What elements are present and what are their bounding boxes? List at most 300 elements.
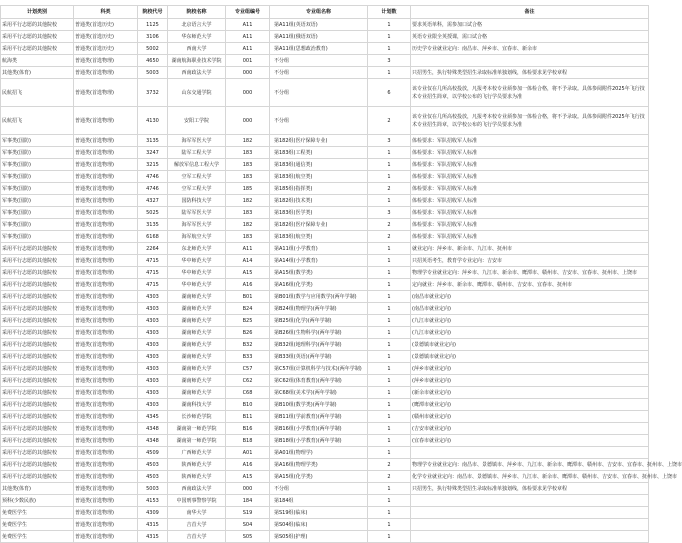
table-cell[interactable]: 陕西师范大学 <box>168 471 226 483</box>
table-cell[interactable]: 西南大学 <box>168 43 226 55</box>
table-cell[interactable]: B33 <box>226 351 270 363</box>
table-cell[interactable]: 海军军医大学 <box>168 135 226 147</box>
table-cell[interactable]: 海军航空大学 <box>168 231 226 243</box>
table-cell[interactable]: 183 <box>226 207 270 219</box>
table-cell[interactable]: 普通类(首选物理) <box>74 243 138 255</box>
table-cell[interactable]: 不分组 <box>270 483 368 495</box>
table-cell[interactable]: 第183组(医学类) <box>270 207 368 219</box>
table-cell[interactable]: 第A11组(小学教育) <box>270 243 368 255</box>
table-cell[interactable]: 采用平行志愿的其他院校 <box>1 279 74 291</box>
table-cell[interactable]: (鹰潭市就业定向) <box>411 399 649 411</box>
table-cell[interactable]: 采用平行志愿的其他院校 <box>1 375 74 387</box>
table-cell[interactable]: 普通类(首选历史) <box>74 31 138 43</box>
table-cell[interactable]: 军事类(国防) <box>1 171 74 183</box>
table-cell[interactable]: 183 <box>226 159 270 171</box>
table-cell[interactable]: 2 <box>368 219 411 231</box>
table-cell[interactable]: A11 <box>226 19 270 31</box>
table-cell[interactable]: 安阳工学院 <box>168 107 226 135</box>
table-cell[interactable]: 第B01组(数学与应用数学)(两年学制) <box>270 291 368 303</box>
table-cell[interactable]: 物理学专业就业定向：南昌市、景德镇市、萍乡市、九江市、新余市、鹰潭市、赣州市、吉安市、宜春市、抚州市、上饶市 <box>411 459 649 471</box>
table-cell[interactable]: 体检要求：军队招收军人标准 <box>411 171 649 183</box>
table-cell[interactable]: 湖南科技大学 <box>168 399 226 411</box>
table-cell[interactable]: 4303 <box>138 327 168 339</box>
table-cell[interactable]: 体检要求：军队招收军人标准 <box>411 147 649 159</box>
table-cell[interactable]: 4303 <box>138 303 168 315</box>
table-cell[interactable]: 182 <box>226 135 270 147</box>
table-cell[interactable]: 采用平行志愿的其他院校 <box>1 351 74 363</box>
table-cell[interactable]: 采用平行志愿的其他院校 <box>1 255 74 267</box>
table-cell[interactable]: 第B33组(英语)(两年学制) <box>270 351 368 363</box>
table-cell[interactable]: 3247 <box>138 147 168 159</box>
table-cell[interactable]: A15 <box>226 267 270 279</box>
table-cell[interactable]: 湖南第一师范学院 <box>168 435 226 447</box>
table-cell[interactable]: 不分组 <box>270 79 368 107</box>
table-cell[interactable]: 采用平行志愿的其他院校 <box>1 339 74 351</box>
table-cell[interactable]: 第184组 <box>270 495 368 507</box>
table-cell[interactable]: 1 <box>368 495 411 507</box>
table-cell[interactable]: 第C68组(美术学)(两年学制) <box>270 387 368 399</box>
table-cell[interactable]: 第S04组(临床) <box>270 519 368 531</box>
table-cell[interactable]: 4327 <box>138 195 168 207</box>
table-cell[interactable]: 陆军工程大学 <box>168 147 226 159</box>
table-cell[interactable]: 第A15组(化学类) <box>270 471 368 483</box>
table-cell[interactable]: B18 <box>226 435 270 447</box>
table-cell[interactable]: 采用平行志愿的其他院校 <box>1 243 74 255</box>
table-cell[interactable]: 000 <box>226 107 270 135</box>
table-cell[interactable]: 1125 <box>138 19 168 31</box>
table-cell[interactable]: 普通类(首选物理) <box>74 315 138 327</box>
table-cell[interactable]: 第A01组(物理学) <box>270 447 368 459</box>
table-cell[interactable]: 1 <box>368 351 411 363</box>
table-cell[interactable]: 普通类(首选物理) <box>74 411 138 423</box>
table-cell[interactable]: 第S19组(临床) <box>270 507 368 519</box>
table-cell[interactable]: 4303 <box>138 339 168 351</box>
table-cell[interactable]: 华中师范大学 <box>168 255 226 267</box>
table-cell[interactable]: 4303 <box>138 375 168 387</box>
table-cell[interactable]: 只招英语考生，教育学专业定向：吉安市 <box>411 255 649 267</box>
table-cell[interactable]: 体检要求：军队招收军人标准 <box>411 183 649 195</box>
table-cell[interactable]: 第A16组(物理学类) <box>270 459 368 471</box>
table-cell[interactable]: (吉安市就业定向) <box>411 423 649 435</box>
table-cell[interactable]: 军事类(国防) <box>1 159 74 171</box>
table-cell[interactable]: 中国刑事警察学院 <box>168 495 226 507</box>
table-cell[interactable]: 000 <box>226 67 270 79</box>
table-cell[interactable]: 第A11组(俄语双语) <box>270 31 368 43</box>
table-cell[interactable]: 采用平行志愿的其他院校 <box>1 459 74 471</box>
table-cell[interactable] <box>411 519 649 531</box>
table-cell[interactable]: 第182组(技术类) <box>270 195 368 207</box>
table-cell[interactable]: 湖南师范大学 <box>168 351 226 363</box>
table-cell[interactable]: C68 <box>226 387 270 399</box>
table-cell[interactable]: 体检要求：军队招收军人标准 <box>411 195 649 207</box>
table-cell[interactable]: 采用平行志愿的其他院校 <box>1 31 74 43</box>
table-cell[interactable]: 军事类(国防) <box>1 231 74 243</box>
table-cell[interactable]: 183 <box>226 147 270 159</box>
table-cell[interactable]: 普通类(首选物理) <box>74 147 138 159</box>
table-cell[interactable]: A11 <box>226 243 270 255</box>
table-cell[interactable]: 体检要求：军队招收军人标准 <box>411 159 649 171</box>
table-cell[interactable]: 2 <box>368 231 411 243</box>
table-cell[interactable]: 该专业仅在几所高校投放，凡报考本校专业须参加一体检合格，将不予录取。具体参阅附件2025年飞行技术专业招生简章，以学校公布的飞行学员要求为准 <box>411 107 649 135</box>
table-cell[interactable]: 普通类(首选历史) <box>74 19 138 31</box>
table-cell[interactable]: 采用平行志愿的其他院校 <box>1 19 74 31</box>
table-cell[interactable]: B26 <box>226 327 270 339</box>
table-cell[interactable]: A11 <box>226 31 270 43</box>
table-cell[interactable]: 普通类(首选物理) <box>74 291 138 303</box>
table-cell[interactable]: 军事类(国防) <box>1 195 74 207</box>
table-cell[interactable]: 陕西师范大学 <box>168 459 226 471</box>
table-cell[interactable]: 4503 <box>138 459 168 471</box>
table-cell[interactable]: 182 <box>226 195 270 207</box>
table-cell[interactable]: 湖南师范大学 <box>168 387 226 399</box>
table-cell[interactable]: 普通类(首选物理) <box>74 351 138 363</box>
table-cell[interactable]: 1 <box>368 147 411 159</box>
table-cell[interactable]: 国防科技大学 <box>168 195 226 207</box>
table-cell[interactable]: (景德镇市就业定向) <box>411 351 649 363</box>
table-cell[interactable]: 军事类(国防) <box>1 147 74 159</box>
table-cell[interactable]: 2 <box>368 459 411 471</box>
table-cell[interactable]: 普通类(首选物理) <box>74 107 138 135</box>
table-cell[interactable]: 物理学专业就业定向：萍乡市、九江市、新余市、鹰潭市、赣州市、吉安市、宜春市、抚州市、上饶市 <box>411 267 649 279</box>
table-cell[interactable]: 湖南师范大学 <box>168 315 226 327</box>
table-cell[interactable]: 普通类(首选物理) <box>74 207 138 219</box>
table-cell[interactable]: 普通类(首选物理) <box>74 219 138 231</box>
table-cell[interactable]: 第B24组(物理学)(两年学制) <box>270 303 368 315</box>
table-cell[interactable]: 4303 <box>138 315 168 327</box>
table-cell[interactable]: 183 <box>226 231 270 243</box>
table-cell[interactable]: 采用平行志愿的其他院校 <box>1 303 74 315</box>
table-cell[interactable]: 4503 <box>138 471 168 483</box>
table-cell[interactable]: 南华大学 <box>168 507 226 519</box>
table-cell[interactable]: 湖南师范大学 <box>168 363 226 375</box>
table-cell[interactable]: 1 <box>368 507 411 519</box>
table-cell[interactable] <box>411 495 649 507</box>
table-cell[interactable]: 1 <box>368 291 411 303</box>
table-cell[interactable]: 定向就业：萍乡市、新余市、鹰潭市、赣州市、吉安市、宜春市、抚州市 <box>411 279 649 291</box>
table-cell[interactable]: 4303 <box>138 387 168 399</box>
table-cell[interactable]: 普通类(首选物理) <box>74 531 138 543</box>
table-cell[interactable]: 000 <box>226 79 270 107</box>
table-cell[interactable]: 3732 <box>138 79 168 107</box>
table-cell[interactable]: 采用平行志愿的其他院校 <box>1 363 74 375</box>
table-cell[interactable]: A15 <box>226 471 270 483</box>
table-cell[interactable]: 只招男生，执行特殊类型招生录取标准单独划线，体检要求见学校章程 <box>411 483 649 495</box>
table-cell[interactable]: (新余市就业定向) <box>411 387 649 399</box>
table-cell[interactable]: B16 <box>226 423 270 435</box>
table-cell[interactable]: 第185组(指挥类) <box>270 183 368 195</box>
table-cell[interactable]: 普通类(首选物理) <box>74 483 138 495</box>
table-cell[interactable]: 1 <box>368 31 411 43</box>
table-cell[interactable]: 4130 <box>138 107 168 135</box>
table-cell[interactable]: 华东师范大学 <box>168 31 226 43</box>
table-cell[interactable]: 普通类(首选物理) <box>74 519 138 531</box>
table-cell[interactable]: 采用平行志愿的其他院校 <box>1 267 74 279</box>
table-cell[interactable]: 3 <box>368 55 411 67</box>
table-cell[interactable]: 湖南航海职业技术学院 <box>168 55 226 67</box>
table-cell[interactable]: A14 <box>226 255 270 267</box>
table-cell[interactable]: 长沙师范学院 <box>168 411 226 423</box>
table-cell[interactable]: 5003 <box>138 67 168 79</box>
table-cell[interactable]: 普通类(首选物理) <box>74 495 138 507</box>
table-cell[interactable]: 军事类(国防) <box>1 207 74 219</box>
table-cell[interactable]: 3215 <box>138 159 168 171</box>
table-cell[interactable]: 体检要求：军队招收军人标准 <box>411 219 649 231</box>
table-cell[interactable]: 1 <box>368 267 411 279</box>
table-cell[interactable]: 空军工程大学 <box>168 171 226 183</box>
table-cell[interactable]: 采用平行志愿的其他院校 <box>1 291 74 303</box>
table-cell[interactable]: 1 <box>368 303 411 315</box>
table-cell[interactable]: 普通类(首选物理) <box>74 303 138 315</box>
table-cell[interactable]: 吉首大学 <box>168 519 226 531</box>
table-cell[interactable]: B01 <box>226 291 270 303</box>
table-cell[interactable]: 普通类(首选物理) <box>74 375 138 387</box>
table-cell[interactable]: (九江市就业定向) <box>411 315 649 327</box>
table-cell[interactable]: 普通类(首选物理) <box>74 159 138 171</box>
table-cell[interactable]: 普通类(首选物理) <box>74 79 138 107</box>
table-cell[interactable]: (景德镇市就业定向) <box>411 339 649 351</box>
table-cell[interactable]: 普通类(首选历史) <box>74 43 138 55</box>
table-cell[interactable]: 不分组 <box>270 67 368 79</box>
table-cell[interactable]: 4303 <box>138 291 168 303</box>
table-cell[interactable]: 1 <box>368 423 411 435</box>
table-cell[interactable]: 1 <box>368 43 411 55</box>
table-cell[interactable]: 4715 <box>138 255 168 267</box>
table-cell[interactable]: 解放军信息工程大学 <box>168 159 226 171</box>
table-cell[interactable]: 湖南师范大学 <box>168 339 226 351</box>
table-cell[interactable]: 普通类(首选物理) <box>74 339 138 351</box>
table-cell[interactable]: 185 <box>226 183 270 195</box>
table-cell[interactable]: 1 <box>368 171 411 183</box>
table-cell[interactable]: 1 <box>368 531 411 543</box>
table-cell[interactable]: 体检要求：军队招收军人标准 <box>411 135 649 147</box>
table-cell[interactable]: 5025 <box>138 207 168 219</box>
table-cell[interactable]: S05 <box>226 531 270 543</box>
table-cell[interactable]: 4348 <box>138 435 168 447</box>
table-cell[interactable]: 民航招飞 <box>1 79 74 107</box>
table-cell[interactable]: 2 <box>368 107 411 135</box>
table-cell[interactable]: 第183组(航空类) <box>270 171 368 183</box>
table-cell[interactable]: 采用平行志愿的其他院校 <box>1 43 74 55</box>
table-cell[interactable]: 采用平行志愿的其他院校 <box>1 327 74 339</box>
table-cell[interactable]: 第B10组(数学类)(两年学制) <box>270 399 368 411</box>
table-cell[interactable]: 普通类(首选物理) <box>74 267 138 279</box>
table-cell[interactable]: 4153 <box>138 495 168 507</box>
table-cell[interactable]: 4303 <box>138 399 168 411</box>
table-cell[interactable]: 吉首大学 <box>168 531 226 543</box>
table-cell[interactable]: 1 <box>368 19 411 31</box>
table-cell[interactable]: 采用平行志愿的其他院校 <box>1 471 74 483</box>
table-cell[interactable]: 采用平行志愿的其他院校 <box>1 447 74 459</box>
table-cell[interactable]: 1 <box>368 363 411 375</box>
table-cell[interactable]: 1 <box>368 519 411 531</box>
table-cell[interactable]: 5002 <box>138 43 168 55</box>
table-cell[interactable]: 第A11组(思想政治教育) <box>270 43 368 55</box>
table-cell[interactable]: 普通类(首选物理) <box>74 471 138 483</box>
table-cell[interactable]: 1 <box>368 435 411 447</box>
table-cell[interactable]: 第A16组(化学类) <box>270 279 368 291</box>
table-cell[interactable]: 4303 <box>138 351 168 363</box>
table-cell[interactable]: B24 <box>226 303 270 315</box>
table-cell[interactable]: 6 <box>368 79 411 107</box>
table-cell[interactable]: 普通类(首选物理) <box>74 279 138 291</box>
table-cell[interactable]: 4345 <box>138 411 168 423</box>
table-cell[interactable]: C62 <box>226 375 270 387</box>
table-cell[interactable]: 第B18组(小学教育)(两年学制) <box>270 435 368 447</box>
table-cell[interactable]: 第A11组(英语双语) <box>270 19 368 31</box>
table-cell[interactable]: 1 <box>368 243 411 255</box>
table-cell[interactable]: 采用平行志愿的其他院校 <box>1 387 74 399</box>
table-cell[interactable]: 第B32组(地理科学)(两年学制) <box>270 339 368 351</box>
table-cell[interactable]: 采用平行志愿的其他院校 <box>1 315 74 327</box>
table-cell[interactable]: A01 <box>226 447 270 459</box>
table-cell[interactable]: 普通类(首选物理) <box>74 171 138 183</box>
table-cell[interactable]: 第A15组(数学类) <box>270 267 368 279</box>
table-cell[interactable]: 1 <box>368 339 411 351</box>
table-cell[interactable]: S19 <box>226 507 270 519</box>
table-cell[interactable]: 湖南师范大学 <box>168 375 226 387</box>
table-cell[interactable]: 1 <box>368 255 411 267</box>
table-cell[interactable]: (南昌市就业定向) <box>411 303 649 315</box>
table-cell[interactable]: 普通类(首选物理) <box>74 183 138 195</box>
table-cell[interactable]: 华中师范大学 <box>168 279 226 291</box>
table-cell[interactable]: 第S05组(护理) <box>270 531 368 543</box>
table-cell[interactable]: 3 <box>368 207 411 219</box>
table-cell[interactable]: 化学专业就业定向：南昌市、景德镇市、萍乡市、九江市、新余市、鹰潭市、赣州市、吉安市、宜春市、抚州市、上饶市 <box>411 471 649 483</box>
table-cell[interactable]: 6168 <box>138 231 168 243</box>
table-cell[interactable]: 184 <box>226 495 270 507</box>
table-cell[interactable]: 预科(少数民族) <box>1 495 74 507</box>
table-cell[interactable]: (宜春市就业定向) <box>411 435 649 447</box>
table-cell[interactable]: 2 <box>368 183 411 195</box>
table-cell[interactable]: 5003 <box>138 483 168 495</box>
table-cell[interactable]: 普通类(首选物理) <box>74 363 138 375</box>
table-cell[interactable]: 183 <box>226 171 270 183</box>
table-cell[interactable]: 只招男生，执行特殊类型招生录取标准单独划线，体检要求见学校章程 <box>411 67 649 79</box>
table-cell[interactable]: 普通类(首选物理) <box>74 435 138 447</box>
table-cell[interactable]: 广西师范大学 <box>168 447 226 459</box>
table-cell[interactable]: 1 <box>368 67 411 79</box>
table-cell[interactable]: 不分组 <box>270 55 368 67</box>
table-cell[interactable]: 军事类(国防) <box>1 219 74 231</box>
table-cell[interactable]: 体检要求：军队招收军人标准 <box>411 207 649 219</box>
table-cell[interactable]: 001 <box>226 55 270 67</box>
table-cell[interactable]: 1 <box>368 411 411 423</box>
table-cell[interactable]: 历史学专业就业定向：南昌市、萍乡市、宜春市、新余市 <box>411 43 649 55</box>
table-cell[interactable] <box>411 507 649 519</box>
table-cell[interactable]: (萍乡市就业定向) <box>411 363 649 375</box>
table-cell[interactable]: (赣州市就业定向) <box>411 411 649 423</box>
table-cell[interactable]: 第B11组(学前教育)(两年学制) <box>270 411 368 423</box>
table-cell[interactable]: 第C62组(体育教育)(两年学制) <box>270 375 368 387</box>
table-cell[interactable]: 其他类(体育) <box>1 67 74 79</box>
table-cell[interactable]: 海军军医大学 <box>168 219 226 231</box>
table-cell[interactable]: 4715 <box>138 267 168 279</box>
table-cell[interactable]: 空军工程大学 <box>168 183 226 195</box>
table-cell[interactable]: 第182组(医疗保障专业) <box>270 135 368 147</box>
table-cell[interactable]: 普通类(首选物理) <box>74 423 138 435</box>
table-cell[interactable]: 第183组(航空类) <box>270 231 368 243</box>
table-cell[interactable]: C57 <box>226 363 270 375</box>
table-cell[interactable]: 普通类(首选物理) <box>74 507 138 519</box>
table-cell[interactable]: 3106 <box>138 31 168 43</box>
table-cell[interactable]: 普通类(首选物理) <box>74 387 138 399</box>
table-cell[interactable]: 000 <box>226 483 270 495</box>
table-cell[interactable]: 普通类(首选物理) <box>74 399 138 411</box>
table-cell[interactable]: 普通类(首选物理) <box>74 67 138 79</box>
table-cell[interactable]: 军事类(国防) <box>1 135 74 147</box>
table-cell[interactable]: 免费医学生 <box>1 507 74 519</box>
table-cell[interactable]: 普通类(首选物理) <box>74 231 138 243</box>
table-cell[interactable]: 1 <box>368 483 411 495</box>
table-cell[interactable]: 4650 <box>138 55 168 67</box>
table-cell[interactable]: 普通类(首选物理) <box>74 255 138 267</box>
table-cell[interactable]: 4509 <box>138 447 168 459</box>
table-cell[interactable]: (萍乡市就业定向) <box>411 375 649 387</box>
table-cell[interactable]: 1 <box>368 279 411 291</box>
table-cell[interactable]: 第A14组(小学教育) <box>270 255 368 267</box>
table-cell[interactable]: 西南政法大学 <box>168 67 226 79</box>
table-cell[interactable]: (九江市就业定向) <box>411 327 649 339</box>
table-cell[interactable] <box>411 531 649 543</box>
table-cell[interactable]: 采用平行志愿的其他院校 <box>1 435 74 447</box>
table-cell[interactable]: 其他类(体育) <box>1 483 74 495</box>
table-cell[interactable]: 该专业仅在几所高校投放，凡报考本校专业须参加一体检合格，将不予录取。具体参阅附件2025年飞行技术专业招生简章，以学校公布的飞行学员要求为准 <box>411 79 649 107</box>
table-cell[interactable]: A11 <box>226 43 270 55</box>
table-cell[interactable]: 4746 <box>138 171 168 183</box>
table-cell[interactable]: 3 <box>368 135 411 147</box>
table-cell[interactable]: S04 <box>226 519 270 531</box>
table-cell[interactable]: 湖南师范大学 <box>168 291 226 303</box>
table-cell[interactable]: 普通类(首选物理) <box>74 447 138 459</box>
table-cell[interactable]: A16 <box>226 459 270 471</box>
table-cell[interactable]: 普通类(首选物理) <box>74 327 138 339</box>
table-cell[interactable]: 第183组(通信类) <box>270 159 368 171</box>
table-cell[interactable]: 1 <box>368 399 411 411</box>
table-cell[interactable]: 普通类(首选物理) <box>74 459 138 471</box>
table-cell[interactable]: 湖南第一师范学院 <box>168 423 226 435</box>
table-cell[interactable]: 西南政法大学 <box>168 483 226 495</box>
table-cell[interactable]: 4348 <box>138 423 168 435</box>
table-cell[interactable]: 英语专业限全英授课，需口试合格 <box>411 31 649 43</box>
table-cell[interactable]: 3135 <box>138 219 168 231</box>
table-cell[interactable]: 免费医学生 <box>1 531 74 543</box>
table-cell[interactable]: 普通类(首选物理) <box>74 135 138 147</box>
table-cell[interactable]: 采用平行志愿的其他院校 <box>1 399 74 411</box>
table-cell[interactable]: 1 <box>368 195 411 207</box>
table-cell[interactable]: 普通类(首选物理) <box>74 195 138 207</box>
table-cell[interactable]: 1 <box>368 387 411 399</box>
table-cell[interactable]: A16 <box>226 279 270 291</box>
table-cell[interactable]: 湖南师范大学 <box>168 327 226 339</box>
table-cell[interactable]: 第183组(工程类) <box>270 147 368 159</box>
table-cell[interactable]: 第B25组(化学)(两年学制) <box>270 315 368 327</box>
table-cell[interactable]: 航海类 <box>1 55 74 67</box>
table-cell[interactable]: 陆军军医大学 <box>168 207 226 219</box>
table-cell[interactable]: B11 <box>226 411 270 423</box>
table-cell[interactable]: 免费医学生 <box>1 519 74 531</box>
table-cell[interactable]: 2 <box>368 471 411 483</box>
table-cell[interactable]: 1 <box>368 315 411 327</box>
table-cell[interactable]: 第C57组(计算机科学与技术)(两年学制) <box>270 363 368 375</box>
table-cell[interactable]: 第B26组(生物科学)(两年学制) <box>270 327 368 339</box>
table-cell[interactable]: B10 <box>226 399 270 411</box>
table-cell[interactable]: 182 <box>226 219 270 231</box>
table-cell[interactable]: 华中师范大学 <box>168 267 226 279</box>
table-cell[interactable]: 北京语言大学 <box>168 19 226 31</box>
table-cell[interactable]: (南昌市就业定向) <box>411 291 649 303</box>
table-cell[interactable]: 4315 <box>138 519 168 531</box>
table-cell[interactable]: 体检要求：军队招收军人标准 <box>411 231 649 243</box>
